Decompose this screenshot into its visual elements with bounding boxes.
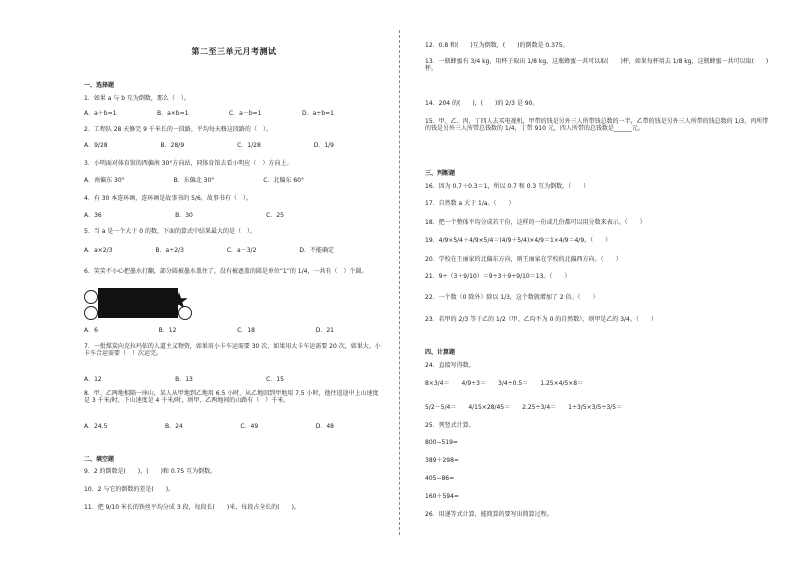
question-25: 25．列竖式计算。	[425, 422, 475, 429]
question-11: 11．把 9/10 米长的铁丝平均分成 3 段，每段长( )米，每段占全长的( )。	[84, 504, 300, 511]
question-19: 19．4/9×5/4＋4/9×5/4＝(4/9＋5/4)×4/9＝1×4/9＝4/9。（ ）	[425, 237, 612, 244]
option: A．南偏东 30°	[84, 177, 125, 184]
page-title: 第二至三单元月考测试	[191, 47, 277, 56]
calc-row-2: 5/2－5/4＝ 4/15×28/45＝ 2.25÷3/4＝ 1÷3/5×3/5÷3/5＝	[425, 404, 623, 411]
question-14: 14．204 的( )，( )的 2/3 是 90。	[425, 100, 539, 107]
option: D．a÷b=1	[302, 110, 334, 117]
option: B．a×b=1	[156, 110, 189, 117]
question-21: 21．9÷（3＋9/10）＝9÷3＋9÷9/10＝13。（ ）	[425, 273, 571, 280]
option: A．a×2/3	[84, 247, 113, 254]
option: B．28/9	[160, 142, 185, 149]
option: B．a÷2/3	[155, 247, 184, 254]
option: C．a－b=1	[228, 110, 262, 117]
question-6-options	[84, 327, 334, 334]
question-7-options	[84, 376, 284, 383]
option: D．1/9	[313, 142, 334, 149]
option: C．49	[240, 423, 259, 430]
question-12: 12．0.8 和( )互为倒数，( )的倒数是 0.375。	[425, 42, 569, 49]
section-calc: 四、计算题	[425, 349, 456, 356]
ink-spill-figure	[84, 288, 194, 320]
option: C．a－3/2	[226, 247, 257, 254]
section-choice: 一、选择题	[84, 82, 115, 89]
question-10: 10．2 与它的倒数的差是( )。	[84, 486, 175, 493]
option: A．6	[84, 327, 98, 334]
question-2-options	[84, 142, 334, 149]
question-23: 23．若甲的 2/3 等于乙的 1/2（甲、乙均不为 0 的自然数），则甲是乙的 3/4。（ ）	[425, 316, 657, 323]
option: C．1/28	[237, 142, 261, 149]
option: A．a＋b=1	[84, 110, 117, 117]
option: A．9/28	[84, 142, 108, 149]
question-16: 16．因为 0.7＋0.3＝1，所以 0.7 和 0.3 互为倒数。（ ）	[425, 183, 590, 190]
question-20: 20．学校在王丽家的北偏东方向，则王丽家在学校的北偏西方向。（ ）	[425, 256, 622, 263]
question-17: 17．自然数 a 大于 1/a。（ ）	[425, 200, 515, 207]
question-26: 26．用递等式计算，能简算的要写出简算过程。	[425, 511, 553, 518]
question-4-options	[84, 212, 284, 219]
question-13: 13．一瓶蜂蜜有 3/4 kg，用杯子取出 1/8 kg，这瓶蜂蜜一共可以取( )杯，如果每杯用去 1/8 kg，这瓶蜂蜜一共可以取( )杯。	[425, 58, 769, 72]
section-judge: 三、判断题	[425, 170, 456, 177]
calc-row-1: 8×3/4＝ 4/9÷3＝ 3/4÷0.5＝ 1.25×4/5×8＝	[425, 380, 584, 387]
option: A．36	[84, 212, 102, 219]
vertical-calc-2: 389＋298=	[425, 457, 459, 464]
ink-blot	[98, 288, 178, 318]
option: A．12	[84, 376, 102, 383]
circle-icon	[84, 306, 98, 320]
option: A．24.5	[84, 423, 108, 430]
question-6: 6．笑笑不小心把墨水打翻，部分圆被墨水盖住了，没有被遮盖的圆是单位“1”的 1/4，一共有（ ）个圆。	[84, 268, 368, 275]
question-4: 4．有 30 本连环画，连环画是故事书的 5/6，故事书有（ ）。	[84, 195, 252, 202]
option: C．15	[266, 376, 284, 383]
question-8: 8．甲、乙两地相隔一座山，某人从甲地到乙地用 6.5 小时，从乙地回到甲地用 7.5 小时，他往返途中上山速度是 3 千米/时，下山速度是 4 千米/时，则甲、乙两地间的山路有（ ）千米。	[84, 390, 379, 404]
question-24: 24．直接写得数。	[425, 362, 475, 369]
question-3-options	[84, 177, 304, 184]
question-1: 1．如果 a 与 b 互为倒数，那么（ ）。	[84, 95, 190, 102]
vertical-calc-1: 800−519=	[425, 439, 458, 446]
option: B．24	[165, 423, 183, 430]
option: C．25	[266, 212, 284, 219]
question-5: 5．当 a 是一个大于 0 的数，下面的算式中结果最大的是（ ）。	[84, 228, 256, 235]
option: B．13	[175, 376, 193, 383]
question-8-options	[84, 423, 334, 430]
column-divider	[399, 30, 400, 535]
circle-icon	[84, 290, 98, 304]
option: D．21	[315, 327, 334, 334]
question-5-options	[84, 247, 334, 254]
option: D．不能确定	[299, 247, 334, 254]
question-15: 15．甲、乙、丙、丁四人去买电视机，甲带的钱是另外三人所带钱总数的一半，乙带的钱是另外三人所带的钱总数的 1/3，丙所带的钱是另外三人所带总钱数的 1/4，丁带 910 元，四人所带的总钱数是______元。	[425, 118, 769, 132]
option: B．30	[175, 212, 193, 219]
option: B．东偏北 30°	[173, 177, 215, 184]
question-7: 7．一批煤炭向克拉玛依的人道主义物资，如果用小卡车运需要 30 次，如果用大卡车运需要 20 次，如果大、小卡车合运需要（ ）次运完。	[84, 343, 381, 357]
option: C．18	[237, 327, 255, 334]
question-3: 3．小明面对体育馆的西偏南 30°方向站，同体育馆去看小明应（ ）方向上。	[84, 160, 293, 167]
question-9: 9．2 的倒数是( )，( )和 0.75 互为倒数。	[84, 468, 217, 475]
question-18: 18．把一个整体平均分成若干份，这样的一份或几份都可以用分数来表示。（ ）	[425, 219, 646, 226]
circle-icon	[178, 306, 192, 320]
vertical-calc-4: 160＋594=	[425, 493, 459, 500]
option: C．北偏东 60°	[263, 177, 304, 184]
section-fill: 二、填空题	[84, 456, 115, 463]
question-2: 2．工程队 28 天修完 9 千米长的一段路，平均每天修这段路的（ ）。	[84, 126, 272, 133]
option: B．12	[158, 327, 177, 334]
vertical-calc-3: 405−86=	[425, 475, 455, 482]
question-22: 22．一个数（0 除外）除以 1/3，这个数就增加了 2 倍。（ ）	[425, 294, 599, 301]
question-1-options	[84, 110, 334, 117]
option: D．48	[315, 423, 334, 430]
